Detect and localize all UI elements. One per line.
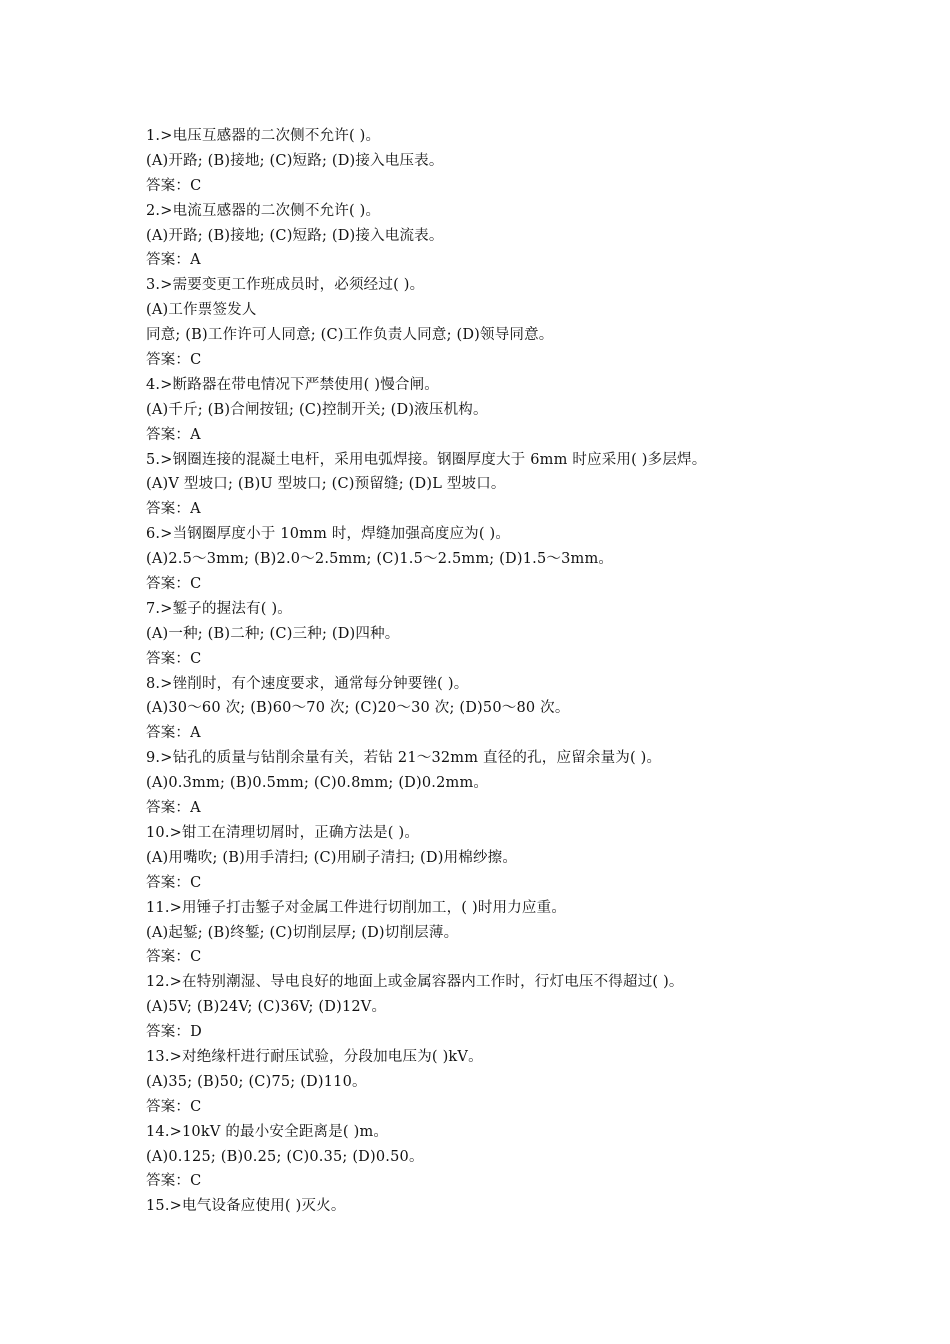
answer-5: 答案：A	[146, 501, 201, 518]
answer-14: 答案：C	[146, 1173, 202, 1190]
answer-9: 答案：A	[146, 800, 201, 817]
options-3-part1: (A)工作票签发人	[146, 302, 257, 319]
question-3: 3.>需要变更工作班成员时，必须经过( )。	[146, 277, 425, 294]
options-13: (A)35; (B)50; (C)75; (D)110。	[146, 1073, 367, 1090]
question-10: 10.>钳工在清理切屑时，正确方法是( )。	[146, 824, 420, 841]
options-9: (A)0.3mm; (B)0.5mm; (C)0.8mm; (D)0.2mm。	[146, 775, 489, 792]
options-10: (A)用嘴吹; (B)用手清扫; (C)用刷子清扫; (D)用棉纱擦。	[146, 849, 518, 866]
options-1: (A)开路; (B)接地; (C)短路; (D)接入电压表。	[146, 152, 444, 169]
question-8: 8.>锉削时，有个速度要求，通常每分钟要锉( )。	[146, 675, 469, 692]
question-4: 4.>断路器在带电情况下严禁使用( )慢合闸。	[146, 376, 440, 393]
answer-6: 答案：C	[146, 576, 202, 593]
question-6: 6.>当钢圈厚度小于 10mm 时，焊缝加强高度应为( )。	[146, 526, 511, 543]
options-11: (A)起錾; (B)终錾; (C)切削层厚; (D)切削层薄。	[146, 924, 459, 941]
question-9: 9.>钻孔的质量与钻削余量有关，若钻 21～32mm 直径的孔，应留余量为( )。	[146, 750, 662, 767]
question-11: 11.>用锤子打击錾子对金属工件进行切削加工，( )时用力应重。	[146, 899, 567, 916]
question-2: 2.>电流互感器的二次侧不允许( )。	[146, 202, 381, 219]
question-5: 5.>钢圈连接的混凝土电杆，采用电弧焊接。钢圈厚度大于 6mm 时应采用( )多层焊。	[146, 451, 707, 468]
answer-11: 答案：C	[146, 949, 202, 966]
question-7: 7.>錾子的握法有( )。	[146, 600, 293, 617]
answer-3: 答案：C	[146, 352, 202, 369]
options-7: (A)一种; (B)二种; (C)三种; (D)四种。	[146, 625, 400, 642]
options-12: (A)5V; (B)24V; (C)36V; (D)12V。	[146, 999, 387, 1016]
options-6: (A)2.5～3mm; (B)2.0～2.5mm; (C)1.5～2.5mm; (D)1.5～3mm。	[146, 551, 614, 568]
options-4: (A)千斤; (B)合闸按钮; (C)控制开关; (D)液压机构。	[146, 401, 488, 418]
document-page	[146, 124, 846, 1219]
options-14: (A)0.125; (B)0.25; (C)0.35; (D)0.50。	[146, 1148, 424, 1165]
options-8: (A)30～60 次; (B)60～70 次; (C)20～30 次; (D)50～80 次。	[146, 700, 570, 717]
answer-4: 答案：A	[146, 426, 201, 443]
question-13: 13.>对绝缘杆进行耐压试验，分段加电压为( )kV。	[146, 1048, 483, 1065]
question-14: 14.>10kV 的最小安全距离是( )m。	[146, 1123, 389, 1140]
options-3-part2: 同意; (B)工作许可人同意; (C)工作负责人同意; (D)领导同意。	[146, 327, 554, 344]
answer-13: 答案：C	[146, 1098, 202, 1115]
answer-1: 答案：C	[146, 177, 202, 194]
question-15: 15.>电气设备应使用( )灭火。	[146, 1198, 346, 1215]
answer-2: 答案：A	[146, 252, 201, 269]
answer-7: 答案：C	[146, 650, 202, 667]
question-12: 12.>在特别潮湿、导电良好的地面上或金属容器内工作时，行灯电压不得超过( )。	[146, 974, 684, 991]
answer-10: 答案：C	[146, 874, 202, 891]
options-2: (A)开路; (B)接地; (C)短路; (D)接入电流表。	[146, 227, 444, 244]
options-5: (A)V 型坡口; (B)U 型坡口; (C)预留缝; (D)L 型坡口。	[146, 476, 506, 493]
answer-12: 答案：D	[146, 1024, 202, 1041]
question-1: 1.>电压互感器的二次侧不允许( )。	[146, 128, 381, 144]
answer-8: 答案：A	[146, 725, 201, 742]
